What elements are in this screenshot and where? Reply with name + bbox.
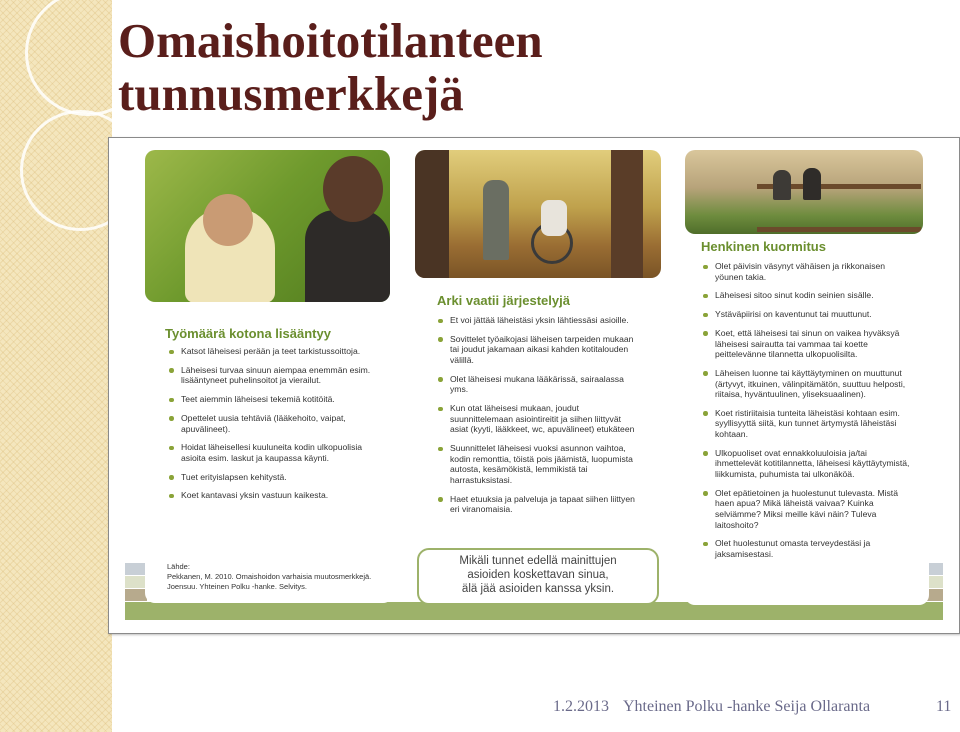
tree-trunk [415,150,449,278]
list-item: Olet läheisesi mukana lääkärissä, sairaalassa yms. [436,374,636,395]
list-item: Olet epätietoinen ja huolestunut tulevasta. Mistä haen apua? Mikä läheistä vaivaa? Kuinka selviämme? Miksi meille kävi näin? Tuleva laitoshoito? [701,488,913,530]
column-1-list [167,346,379,509]
list-item: Katsot läheisesi perään ja teet tarkistussoittoja. [167,346,379,357]
list-item: Koet kantavasi yksin vastuun kaikesta. [167,490,379,501]
list-item: Hoidat läheisellesi kuuluneita kodin ulkopuolisia asioita esim. laskut ja kaupassa käynti. [167,442,379,463]
mother-head [323,156,383,222]
footer-date: 1.2.2013 [553,698,609,715]
title-line-1: Omaishoitotilanteen [118,13,543,68]
callout-line: asioiden koskettavan sinua, [467,569,609,581]
list-item: Olet huolestunut omasta terveydestäsi ja jaksamisestasi. [701,538,913,559]
tree-trunk [611,150,643,278]
photo-couple-on-bench [685,150,923,234]
decor-stripe [125,589,147,601]
list-item: Teet aiemmin läheisesi tekemiä kotitöitä. [167,394,379,405]
list-item: Sovittelet työaikojasi läheisen tarpeiden mukaan tai joudut jakamaan aikasi kahden kotitalouden välillä. [436,334,636,366]
list-item: Kun otat läheisesi mukaan, joudut suunnittelemaan asiointireitit ja siihen liittyvät asiat (kyyti, lääkkeet, wc, apuvälineet) etukäteen [436,403,636,435]
list-item: Et voi jättää läheistäsi yksin lähtiessäsi asioille. [436,315,636,326]
list-item: Läheisesi sitoo sinut kodin seinien sisälle. [701,290,913,301]
seated-person [803,168,821,200]
seated-woman [541,200,567,236]
list-item: Tuet erityislapsen kehitystä. [167,472,379,483]
source-text: Pekkanen, M. 2010. Omaishoidon varhaisia muutosmerkkejä. Joensuu. Yhteinen Polku -hanke. Selvitys. [167,572,372,591]
column-3-list [701,261,913,568]
list-item: Läheisen luonne tai käyttäytyminen on muuttunut (ärtyvyt, itkuinen, välinpitämätön, suuttuu helposti, riitaisa, hyväntuulinen, yliseksuaalinen). [701,368,913,400]
list-item: Suunnittelet läheisesi vuoksi asunnon vaihtoa, kodin remonttia, töistä pois jäämistä, luopumista autosta, kesämökistä, lemmikistä tai harrastuksistasi. [436,443,636,485]
child-head [203,194,253,246]
callout-box [417,548,659,605]
callout-line: Mikäli tunnet edellä mainittujen [459,555,617,567]
decor-stripe [125,576,147,588]
list-item: Läheisesi turvaa sinuun aiempaa enemmän esim. lisääntyneet puhelinsoitot ja vierailut. [167,365,379,386]
list-item: Ulkopuoliset ovat ennakkoluuloisia ja/tai ihmettelevät kotitilannetta, läheisesi käyttäytymistä, liikkumista, puhumista tai ulkonäköä. [701,448,913,480]
column-2-list [436,315,636,523]
decorative-side-strip [0,0,112,732]
callout-line: älä jää asioiden kanssa yksin. [461,583,615,595]
column-3-heading: Henkinen kuormitus [701,239,826,254]
slide-title [118,14,543,120]
list-item: Ystäväpiirisi on kaventunut tai muuttunut. [701,309,913,320]
list-item: Opettelet uusia tehtäviä (lääkehoito, vaipat, apuvälineet). [167,413,379,434]
walking-man [483,180,509,260]
list-item: Koet ristiriitaisia tunteita läheistäsi kohtaan esim. syyllisyyttä siitä, kun tunnet ärtymystä läheistäsi kohtaan. [701,408,913,440]
photo-wheelchair-park [415,150,661,278]
seated-person [773,170,791,200]
mother-figure [305,210,390,302]
brochure-image [108,137,960,634]
list-item: Koet, että läheisesi tai sinun on vaikea hyväksyä läheisesi sairautta tai vammaa tai koette peittelevänne tilannetta ulkopuolisilta. [701,328,913,360]
column-1-heading: Työmäärä kotona lisääntyy [165,326,331,341]
photo-mother-and-child [145,150,390,302]
source-label: Lähde: [167,562,190,571]
column-2-heading: Arki vaatii järjestelyjä [437,293,570,308]
list-item: Haet etuuksia ja palveluja ja tapaat siihen liittyen eri viranomaisia. [436,494,636,515]
decor-stripe [125,563,147,575]
footer-project: Yhteinen Polku -hanke Seija Ollaranta [623,698,871,715]
source-note [167,562,377,592]
title-line-2: tunnusmerkkejä [118,66,464,121]
list-item: Olet päivisin väsynyt vähäisen ja rikkonaisen yöunen takia. [701,261,913,282]
slide-number: 11 [936,698,952,715]
